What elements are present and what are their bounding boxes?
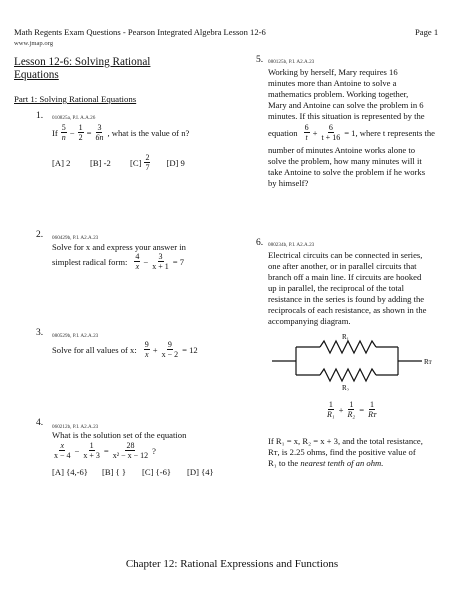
q6-eq-equals: = bbox=[359, 404, 365, 415]
q4-choice-d: [D] {4} bbox=[187, 467, 214, 477]
q1-choices bbox=[52, 153, 222, 172]
q2-number: 2. bbox=[36, 230, 44, 240]
q2-frac1 bbox=[134, 252, 140, 271]
q6-eq-frac3-den: Rᴛ bbox=[368, 410, 376, 419]
q4-choices bbox=[52, 467, 214, 477]
q5-line-7: solve the problem, how many minutes will it bbox=[268, 156, 422, 166]
q6-given-line-3a: R₁ to the bbox=[268, 458, 301, 468]
q4-frac3-num: 28 bbox=[126, 441, 135, 450]
q4-choice-b: [B] { } bbox=[102, 467, 127, 477]
q4-choice-a: [A] {4,-6} bbox=[52, 467, 88, 477]
q1-frac1 bbox=[61, 123, 67, 142]
q6-eq-frac2-num: 1 bbox=[349, 400, 354, 409]
q2-frac2-den: x + 1 bbox=[152, 262, 169, 271]
q5-line-6: number of minutes Antoine works alone to bbox=[268, 145, 416, 155]
q2-equals: = 7 bbox=[172, 256, 185, 267]
q1-choice-b: [B] -2 bbox=[90, 157, 111, 168]
q3-frac1-num: 9 bbox=[144, 340, 149, 349]
q6-eq-plus: + bbox=[338, 404, 344, 415]
q1-frac2 bbox=[78, 123, 84, 142]
q3-frac1-den: x bbox=[144, 350, 149, 359]
header-title: Math Regents Exam Questions - Pearson Integrated Algebra Lesson 12-6 bbox=[14, 27, 266, 37]
q2-equation bbox=[52, 252, 184, 271]
q6-eq-frac3-num: 1 bbox=[370, 400, 375, 409]
q3-code: 080529b, P.I. A2.A.23 bbox=[52, 333, 99, 339]
q4-frac1-num: x bbox=[60, 441, 65, 450]
q3-text: Solve for all values of x: bbox=[52, 344, 137, 355]
q4-number: 4. bbox=[36, 418, 44, 428]
q6-number: 6. bbox=[256, 238, 264, 248]
q6-given-line-2: Rᴛ, is 2.25 ohms, find the positive value of bbox=[268, 447, 416, 457]
q6-line-3: branch off a main line. If circuits are hooked bbox=[268, 272, 422, 282]
q4-frac3 bbox=[112, 441, 149, 460]
q5-line-1: Working by herself, Mary requires 16 bbox=[268, 67, 398, 77]
q4-text: What is the solution set of the equation bbox=[52, 430, 187, 440]
q5-equation-lead: equation bbox=[268, 127, 298, 138]
q3-equals: = 12 bbox=[182, 344, 198, 355]
q4-frac2 bbox=[82, 441, 101, 460]
q4-frac3-den: x² − x − 12 bbox=[112, 451, 149, 460]
lesson-title-line2: Equations bbox=[14, 69, 59, 81]
q3-frac2-num: 9 bbox=[167, 340, 172, 349]
header-site: www.jmap.org bbox=[14, 40, 54, 47]
q2-frac2 bbox=[151, 252, 170, 271]
q5-line-3: mathematics problem. Working together, bbox=[268, 89, 409, 99]
q1-frac3-num: 3 bbox=[97, 123, 102, 132]
circuit-diagram bbox=[268, 333, 458, 391]
q6-reciprocal-equation bbox=[325, 400, 378, 419]
q4-question-mark: ? bbox=[152, 445, 156, 456]
q3-frac1 bbox=[144, 340, 150, 359]
q5-frac2-den: t + 16 bbox=[321, 133, 341, 142]
q5-frac2-num: 6 bbox=[328, 123, 333, 132]
q5-equation bbox=[268, 123, 435, 142]
q2-frac2-num: 3 bbox=[158, 252, 163, 261]
q4-code: 060212b, P.I. A2.A.23 bbox=[52, 424, 99, 430]
q4-frac1-den: x − 4 bbox=[54, 451, 71, 460]
resistor-r1 bbox=[320, 341, 376, 353]
q1-choice-d: [D] 9 bbox=[166, 157, 185, 168]
q1-if: If bbox=[52, 127, 58, 138]
q1-frac1-den: n bbox=[61, 133, 66, 142]
q4-equation bbox=[52, 441, 156, 460]
q4-frac2-num: 1 bbox=[89, 441, 94, 450]
q1-choice-c-num: 2 bbox=[145, 153, 150, 162]
q5-line-2: minutes more than Antoine to solve a bbox=[268, 78, 397, 88]
q2-text-line2: simplest radical form: bbox=[52, 256, 128, 267]
q1-equation bbox=[52, 123, 189, 142]
q6-eq-frac1-num: 1 bbox=[328, 400, 333, 409]
q1-choice-c-frac bbox=[144, 153, 150, 172]
q2-frac1-den: x bbox=[135, 262, 140, 271]
q1-frac3 bbox=[94, 123, 104, 142]
q1-code: 010825a, P.I. A.A.26 bbox=[52, 115, 96, 121]
q6-line-7: accompanying diagram. bbox=[268, 316, 351, 326]
q6-line-1: Electrical circuits can be connected in series, bbox=[268, 250, 423, 260]
q1-number: 1. bbox=[36, 111, 44, 121]
q3-equation bbox=[52, 340, 198, 359]
q1-equals: = bbox=[86, 127, 92, 138]
q5-line-9: by himself? bbox=[268, 178, 309, 188]
q1-frac2-num: 1 bbox=[78, 123, 83, 132]
q5-line-5: minutes. If this situation is represented by the bbox=[268, 111, 425, 121]
q4-frac1 bbox=[53, 441, 72, 460]
lesson-title-line1: Lesson 12-6: Solving Rational bbox=[14, 56, 151, 68]
q4-minus: − bbox=[74, 445, 80, 456]
q5-frac1-num: 6 bbox=[304, 123, 309, 132]
label-rt: Rᴛ bbox=[424, 358, 432, 366]
q1-minus: − bbox=[69, 127, 75, 138]
q5-code: 080125b, P.I. A2.A.23 bbox=[268, 59, 315, 65]
label-r2: R₂ bbox=[342, 384, 350, 391]
q1-question-tail: , what is the value of n? bbox=[107, 127, 190, 138]
q2-code: 060429b, P.I. A2.A.23 bbox=[52, 235, 99, 241]
label-r1: R₁ bbox=[342, 333, 350, 341]
q6-code: 080234b, P.I. A2.A.23 bbox=[268, 242, 315, 248]
q1-frac1-num: 5 bbox=[61, 123, 66, 132]
q6-eq-frac2 bbox=[347, 400, 357, 419]
q4-equals: = bbox=[103, 445, 109, 456]
q6-eq-frac1 bbox=[326, 400, 336, 419]
q6-eq-frac3 bbox=[367, 400, 377, 419]
q4-frac2-den: x + 3 bbox=[83, 451, 100, 460]
q1-frac3-den: 6n bbox=[95, 133, 104, 142]
q1-frac2-den: 2 bbox=[78, 133, 83, 142]
q5-line-4: Mary and Antoine can solve the problem in 6 bbox=[268, 100, 424, 110]
q6-line-5: resistance in the series is found by adding the bbox=[268, 294, 425, 304]
q5-equation-tail: = 1, where t represents the bbox=[344, 127, 435, 138]
q1-choice-c-den: 7 bbox=[145, 163, 150, 172]
q3-plus: + bbox=[152, 344, 158, 355]
q5-frac1 bbox=[304, 123, 310, 142]
q1-choice-a: [A] 2 bbox=[52, 157, 71, 168]
q6-line-2: one after another, or in parallel circuits that bbox=[268, 261, 417, 271]
q6-eq-frac1-den: R₁ bbox=[327, 410, 335, 419]
part-title: Part 1: Solving Rational Equations bbox=[14, 94, 137, 104]
q2-minus: − bbox=[143, 256, 149, 267]
page-number: Page 1 bbox=[415, 27, 439, 37]
q6-line-6: reciprocals of each resistance, as shown in the bbox=[268, 305, 427, 315]
q1-choice-c-label: [C] bbox=[130, 157, 142, 168]
q5-line-8: take Antoine to solve the problem if he works bbox=[268, 167, 426, 177]
q3-frac2-den: x − 2 bbox=[161, 350, 179, 359]
q6-line-4: up in parallel, the reciprocal of the total bbox=[268, 283, 405, 293]
q5-text-block1 bbox=[268, 67, 458, 122]
q5-frac1-den: t bbox=[305, 133, 308, 142]
q2-text-line1: Solve for x and express your answer in bbox=[52, 242, 186, 252]
q5-plus: + bbox=[312, 127, 318, 138]
q6-given-line-3 bbox=[268, 458, 460, 469]
q6-given-block bbox=[268, 436, 460, 469]
resistor-r2 bbox=[320, 369, 376, 381]
q3-number: 3. bbox=[36, 328, 44, 338]
q6-given-line-3b: nearest tenth of an ohm. bbox=[300, 458, 384, 468]
q5-frac2 bbox=[320, 123, 341, 142]
q4-choice-c: [C] {-6} bbox=[142, 467, 172, 477]
q3-frac2 bbox=[161, 340, 180, 359]
q6-text-block bbox=[268, 250, 460, 327]
page-footer: Chapter 12: Rational Expressions and Functions bbox=[125, 558, 339, 570]
q6-given-line-1: If R₁ = x, R₂ = x + 3, and the total resistance, bbox=[268, 436, 423, 446]
q5-number: 5. bbox=[256, 55, 264, 65]
q5-text-block2 bbox=[268, 145, 458, 189]
q6-eq-frac2-den: R₂ bbox=[347, 410, 356, 419]
q2-frac1-num: 4 bbox=[135, 252, 140, 261]
